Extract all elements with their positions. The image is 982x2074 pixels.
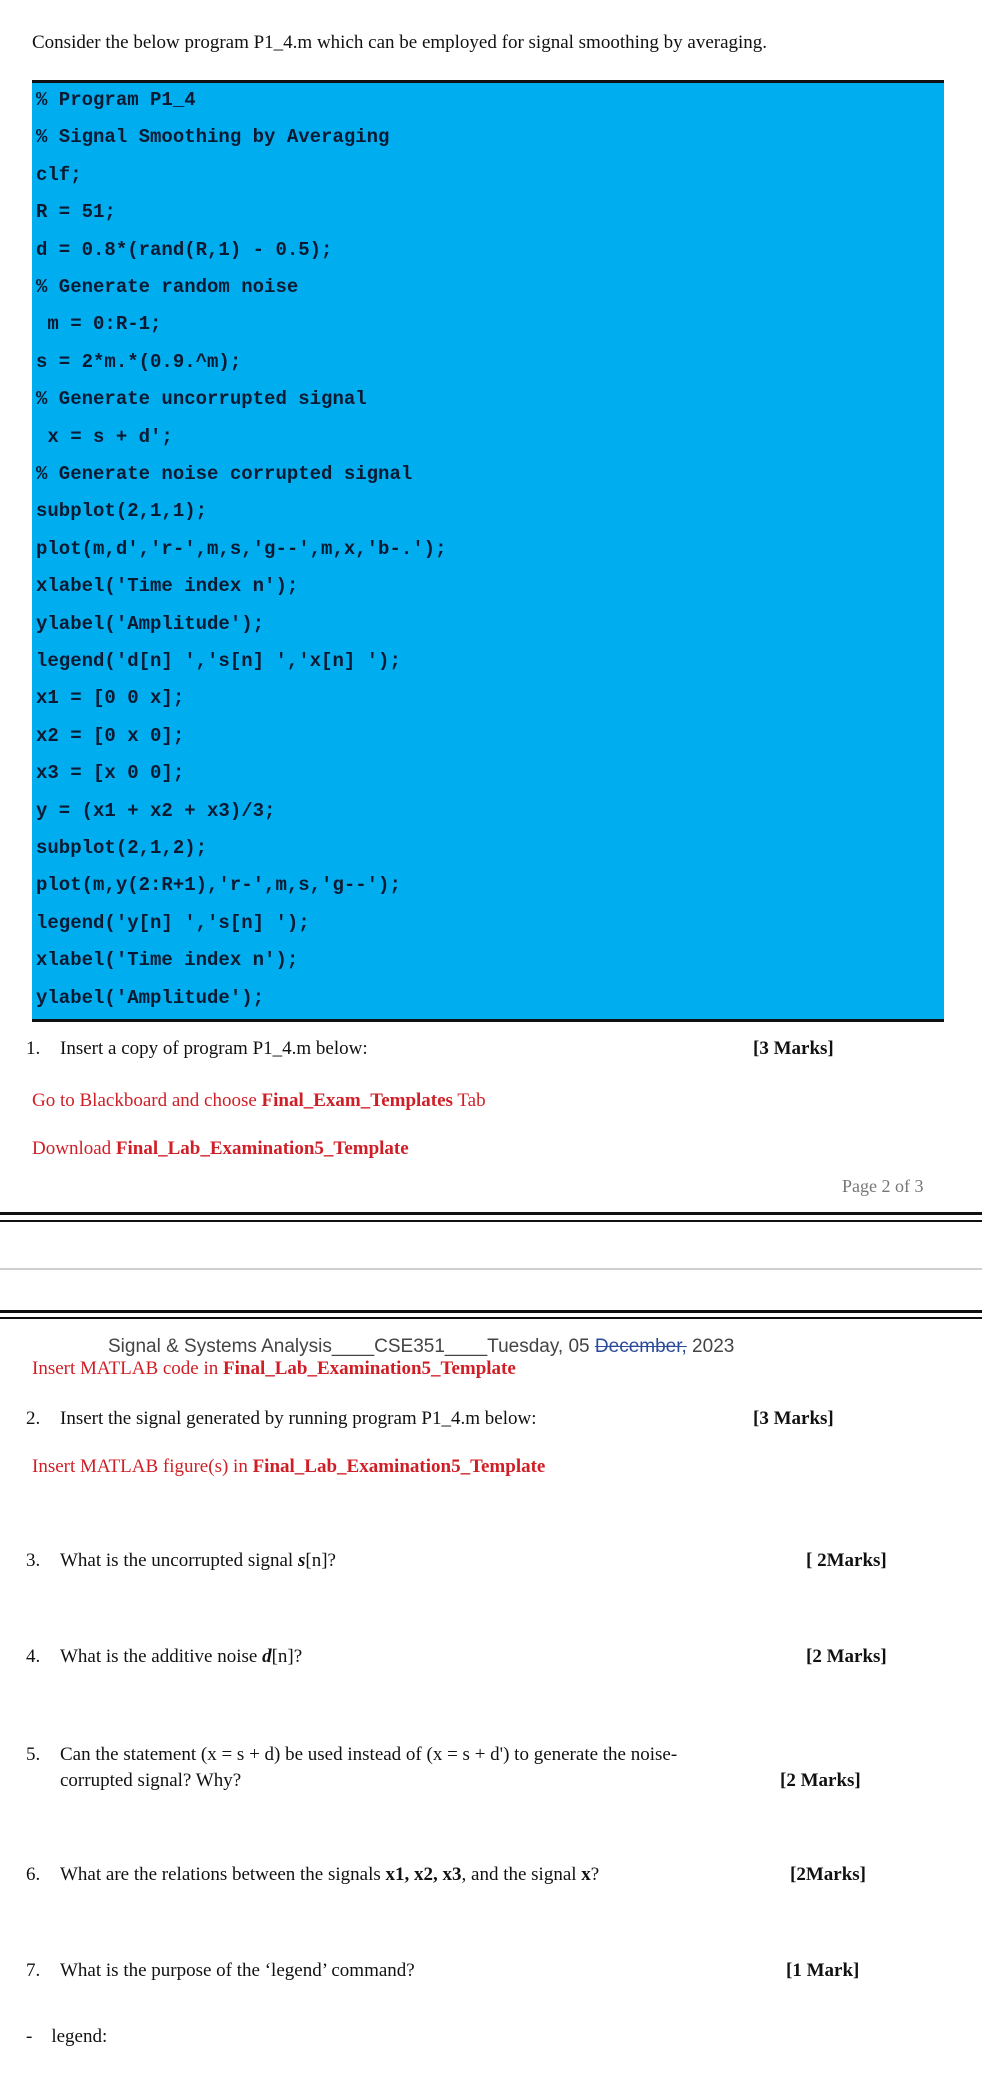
- question-6-signals: x1, x2, x3: [385, 1864, 462, 1885]
- code-line: ylabel('Amplitude');: [36, 612, 265, 635]
- q1-note-blackboard: [32, 1090, 486, 1112]
- question-6-tail: ?: [590, 1864, 600, 1885]
- code-line: clf;: [36, 163, 82, 186]
- header-note-bold: Final_Lab_Examination5_Template: [223, 1358, 516, 1379]
- code-line: x = s + d';: [36, 425, 173, 448]
- question-5-line-1: [26, 1744, 677, 1766]
- code-line: R = 51;: [36, 201, 116, 224]
- page-break-rule-top-1: [0, 1212, 982, 1215]
- code-line: xlabel('Time index n');: [36, 575, 299, 598]
- code-line: x1 = [0 0 x];: [36, 687, 185, 710]
- question-1-marks: [3 Marks]: [753, 1038, 834, 1059]
- question-5-text-line-1: Can the statement (x = s + d) be used instead of (x = s + d') to generate the noise-: [60, 1744, 678, 1765]
- code-line: % Generate uncorrupted signal: [36, 388, 367, 411]
- page-header: [108, 1336, 734, 1358]
- page-break-rule-bottom-1: [0, 1310, 982, 1313]
- q1-note-download: [32, 1138, 409, 1160]
- code-line: plot(m,d','r-',m,s,'g--',m,x,'b-.');: [36, 537, 447, 560]
- code-line: % Program P1_4: [36, 89, 196, 111]
- question-4: [26, 1646, 302, 1668]
- question-1-text: Insert a copy of program P1_4.m below:: [60, 1038, 368, 1059]
- code-line: legend('y[n] ','s[n] ');: [36, 911, 310, 934]
- question-6-marks: [2Marks]: [790, 1864, 866, 1885]
- question-3-number: 3.: [26, 1550, 41, 1571]
- page-break-rule-top-2: [0, 1220, 982, 1222]
- question-2: [26, 1408, 536, 1430]
- code-line: s = 2*m.*(0.9.^m);: [36, 350, 242, 373]
- q1-note-2-pre: Download: [32, 1138, 116, 1159]
- code-line: subplot(2,1,1);: [36, 500, 208, 523]
- code-line: % Signal Smoothing by Averaging: [36, 126, 390, 149]
- q2-note-pre: Insert MATLAB figure(s) in: [32, 1456, 253, 1477]
- header-note: [32, 1358, 516, 1380]
- question-5-number: 5.: [26, 1744, 41, 1765]
- code-line: y = (x1 + x2 + x3)/3;: [36, 799, 276, 822]
- question-1-number: 1.: [26, 1038, 41, 1059]
- question-6: [26, 1864, 599, 1886]
- question-2-marks: [3 Marks]: [753, 1408, 834, 1429]
- header-struck: December,: [594, 1336, 687, 1357]
- question-2-number: 2.: [26, 1408, 41, 1429]
- question-3-tail: [n]?: [305, 1550, 336, 1571]
- question-2-text: Insert the signal generated by running program P1_4.m below:: [60, 1408, 537, 1429]
- q1-note-1-post: Tab: [452, 1090, 486, 1111]
- q2-note-bold: Final_Lab_Examination5_Template: [252, 1456, 546, 1477]
- q1-note-1-bold: Final_Exam_Templates: [261, 1090, 453, 1111]
- question-6-number: 6.: [26, 1864, 41, 1885]
- question-4-tail: [n]?: [271, 1646, 303, 1667]
- question-7-marks: [1 Mark]: [786, 1960, 860, 1981]
- answer-legend[interactable]: - legend:: [26, 2026, 108, 2047]
- code-block: [32, 80, 944, 1022]
- page-number: Page 2 of 3: [842, 1176, 924, 1196]
- q2-note: [32, 1456, 545, 1478]
- header-post: 2023: [686, 1336, 735, 1357]
- code-line: x3 = [x 0 0];: [36, 762, 185, 785]
- code-line: ylabel('Amplitude');: [36, 986, 265, 1009]
- question-3-marks: [ 2Marks]: [806, 1550, 887, 1571]
- q1-note-1-pre: Go to Blackboard and choose: [32, 1090, 262, 1111]
- question-1: [26, 1038, 368, 1060]
- question-6-text: What are the relations between the signals: [60, 1864, 386, 1885]
- code-line: x2 = [0 x 0];: [36, 724, 185, 747]
- page-gap-rule: [0, 1268, 982, 1270]
- question-4-symbol: d: [262, 1646, 272, 1667]
- question-3-text: What is the uncorrupted signal: [60, 1550, 298, 1571]
- q1-note-2-bold: Final_Lab_Examination5_Template: [115, 1138, 409, 1159]
- header-note-pre: Insert MATLAB code in: [32, 1358, 224, 1379]
- code-line: xlabel('Time index n');: [36, 949, 299, 972]
- question-5-line-2: corrupted signal? Why?: [60, 1770, 242, 1791]
- code-line: % Generate noise corrupted signal: [36, 463, 413, 485]
- question-3-symbol: s: [297, 1550, 306, 1571]
- code-line: d = 0.8*(rand(R,1) - 0.5);: [36, 238, 333, 261]
- code-line: m = 0:R-1;: [36, 313, 162, 336]
- question-4-text: What is the additive noise: [60, 1646, 263, 1667]
- question-4-marks: [2 Marks]: [806, 1646, 887, 1667]
- page-break-rule-bottom-2: [0, 1317, 982, 1319]
- question-6-mid: , and the signal: [461, 1864, 582, 1885]
- question-6-signal-x: x: [581, 1864, 591, 1885]
- code-line: subplot(2,1,2);: [36, 837, 208, 859]
- question-7: [26, 1960, 415, 1982]
- question-5-marks: [2 Marks]: [780, 1770, 861, 1791]
- question-7-number: 7.: [26, 1960, 41, 1981]
- header-pre: Signal & Systems Analysis____CSE351____Tuesday, 05: [108, 1336, 595, 1357]
- question-7-text: What is the purpose of the ‘legend’ command?: [60, 1960, 415, 1981]
- code-line: % Generate random noise: [36, 276, 299, 298]
- question-4-number: 4.: [26, 1646, 41, 1667]
- code-line: plot(m,y(2:R+1),'r-',m,s,'g--');: [36, 874, 401, 897]
- intro-text: Consider the below program P1_4.m which can be employed for signal smoothing by averaging.: [32, 32, 768, 53]
- code-line: legend('d[n] ','s[n] ','x[n] ');: [36, 650, 401, 672]
- question-3: [26, 1550, 336, 1572]
